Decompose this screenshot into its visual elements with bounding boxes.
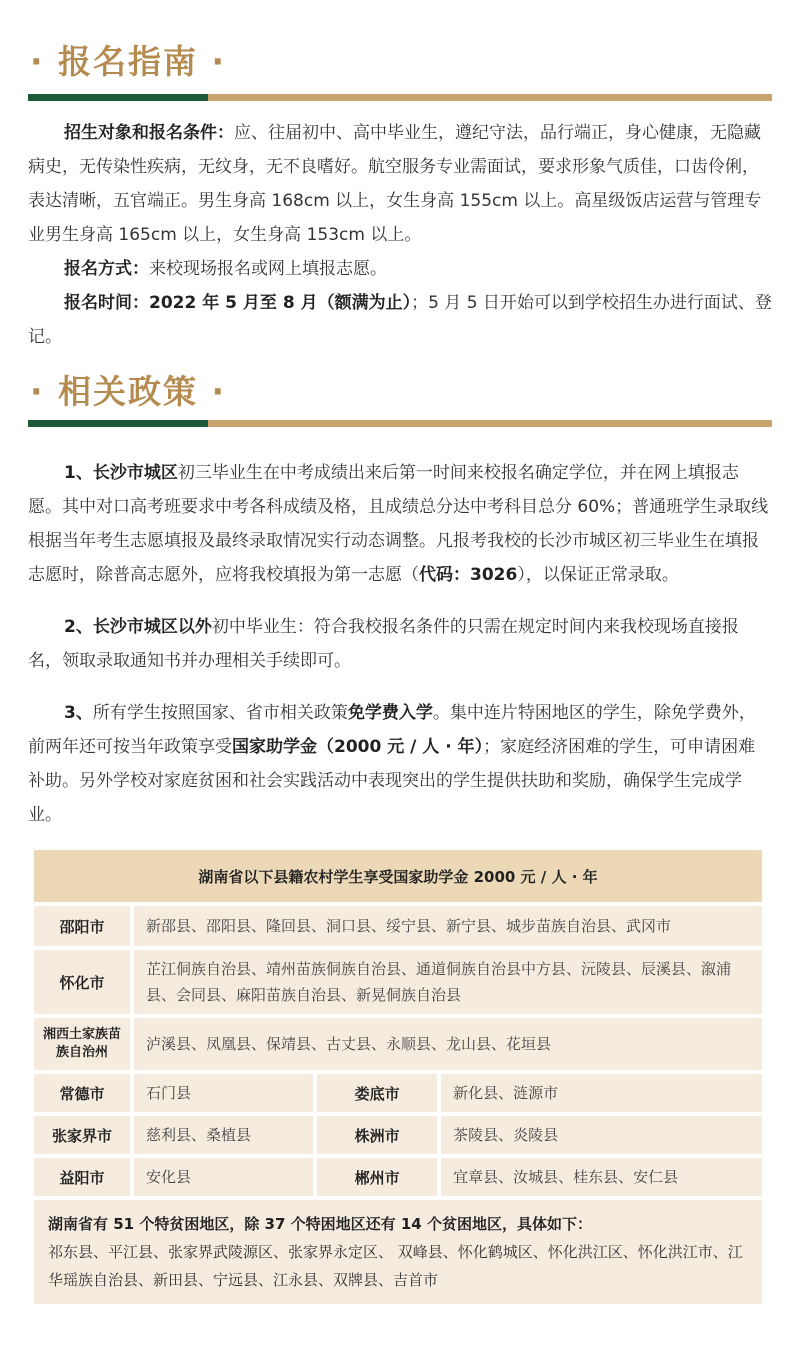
table-note	[34, 1200, 762, 1304]
city-cell: 株洲市	[317, 1116, 437, 1154]
city-cell: 常德市	[34, 1074, 130, 1112]
policy-1-code: 代码：3026	[419, 565, 518, 585]
conditions-label: 招生对象和报名条件：	[64, 123, 234, 143]
method-paragraph	[0, 252, 800, 286]
subsidy-table	[30, 846, 766, 1308]
policy-3-text-b: 。集中连片特困地区的学生，除免学费外，前两年还可按当年政策享受	[28, 703, 756, 757]
method-label: 报名方式：	[64, 259, 149, 279]
policy-2-text: 初中毕业生：符合我校报名条件的只需在规定时间内来我校现场直接报名，领取录取通知书并办理相关手续即可。	[28, 617, 739, 671]
table-header-row	[34, 850, 762, 902]
section-header-guide	[0, 0, 800, 96]
policy-1-text-b: ），以保证正常录取。	[517, 565, 679, 585]
table-note-row	[34, 1200, 762, 1304]
table-row	[34, 1158, 762, 1196]
time-paragraph	[0, 286, 800, 354]
table-row	[34, 1018, 762, 1070]
conditions-paragraph	[0, 116, 800, 252]
counties-cell: 新邵县、邵阳县、隆回县、洞口县、绥宁县、新宁县、城步苗族自治县、武冈市	[134, 906, 762, 946]
policy-1-bold: 长沙市城区	[92, 463, 178, 483]
section-divider	[28, 420, 772, 427]
counties-cell: 新化县、涟源市	[441, 1074, 762, 1112]
counties-cell: 芷江侗族自治县、靖州苗族侗族自治县、通道侗族自治县中方县、沅陵县、辰溪县、溆浦县、会同县、麻阳苗族自治县、新晃侗族自治县	[134, 950, 762, 1014]
policy-2-bold: 长沙市城区以外	[92, 617, 212, 637]
counties-cell: 慈利县、桑植县	[134, 1116, 313, 1154]
city-cell: 邵阳市	[34, 906, 130, 946]
policy-paragraph-1	[0, 456, 800, 592]
note-title: 湖南省有 51 个特贫困地区，除 37 个特困地区还有 14 个贫困地区，具体如下：	[48, 1215, 592, 1233]
section-title-guide: · 报名指南 ·	[30, 42, 227, 81]
table-title: 湖南省以下县籍农村学生享受国家助学金 2000 元 / 人 · 年	[34, 850, 762, 902]
city-cell: 张家界市	[34, 1116, 130, 1154]
table-row	[34, 1074, 762, 1112]
section-title-policy: · 相关政策 ·	[30, 372, 227, 411]
policy-paragraph-3	[0, 696, 800, 832]
city-cell: 怀化市	[34, 950, 130, 1014]
table-row	[34, 950, 762, 1014]
counties-cell: 泸溪县、凤凰县、保靖县、古丈县、永顺县、龙山县、花垣县	[134, 1018, 762, 1070]
conditions-text: 应、往届初中、高中毕业生，遵纪守法，品行端正，身心健康，无隐藏病史，无传染性疾病，无纹身，无不良嗜好。航空服务专业需面试，要求形象气质佳，口齿伶俐，表达清晰，五官端正。男生身高 168cm 以上，女生身高 155cm 以上。高星级饭店运营与管理专业男生身高 165cm 以上，女生身高 153cm 以上。	[28, 123, 762, 245]
counties-cell: 石门县	[134, 1074, 313, 1112]
policy-3-text-a: 所有学生按照国家、省市相关政策	[92, 703, 348, 723]
note-text: 祁东县、平江县、张家界武陵源区、张家界永定区、 双峰县、怀化鹤城区、怀化洪江区、怀化洪江市、江华瑶族自治县、新田县、宁远县、江永县、双牌县、吉首市	[48, 1243, 743, 1289]
city-cell: 郴州市	[317, 1158, 437, 1196]
policy-paragraph-2	[0, 610, 800, 678]
method-text: 来校现场报名或网上填报志愿。	[149, 259, 387, 279]
policy-1-text-a: 初三毕业生在中考成绩出来后第一时间来校报名确定学位，并在网上填报志愿。其中对口高考班要求中考各科成绩及格，且成绩总分达中考科目总分 60%；普通班学生录取线根据当年考生志愿填报及最终录取情况实行动态调整。凡报考我校的长沙市城区初三毕业生在填报志愿时，除普高志愿外，应将我校填报为第一志愿（	[28, 463, 769, 585]
policy-3-bold-b: 国家助学金（2000 元 / 人 · 年）	[232, 737, 484, 757]
table-row	[34, 906, 762, 946]
policy-3-number: 3、	[64, 703, 93, 723]
counties-cell: 茶陵县、炎陵县	[441, 1116, 762, 1154]
time-text: ；5 月 5 日开始可以到学校招生办进行面试、登记。	[28, 293, 772, 347]
section-header-policy	[0, 354, 800, 434]
policy-3-text-c: ；家庭经济困难的学生，可申请困难补助。另外学校对家庭贫困和社会实践活动中表现突出的学生提供扶助和奖励，确保学生完成学业。	[28, 737, 756, 825]
table-row	[34, 1116, 762, 1154]
time-label: 报名时间：2022 年 5 月至 8 月（额满为止）	[64, 293, 412, 313]
city-cell: 娄底市	[317, 1074, 437, 1112]
counties-cell: 宜章县、汝城县、桂东县、安仁县	[441, 1158, 762, 1196]
section-divider	[28, 94, 772, 101]
policy-1-number: 1、	[64, 463, 93, 483]
policy-2-number: 2、	[64, 617, 93, 637]
counties-cell: 安化县	[134, 1158, 313, 1196]
city-cell: 湘西土家族苗族自治州	[34, 1018, 130, 1070]
city-cell: 益阳市	[34, 1158, 130, 1196]
policy-3-bold-a: 免学费入学	[347, 703, 433, 723]
